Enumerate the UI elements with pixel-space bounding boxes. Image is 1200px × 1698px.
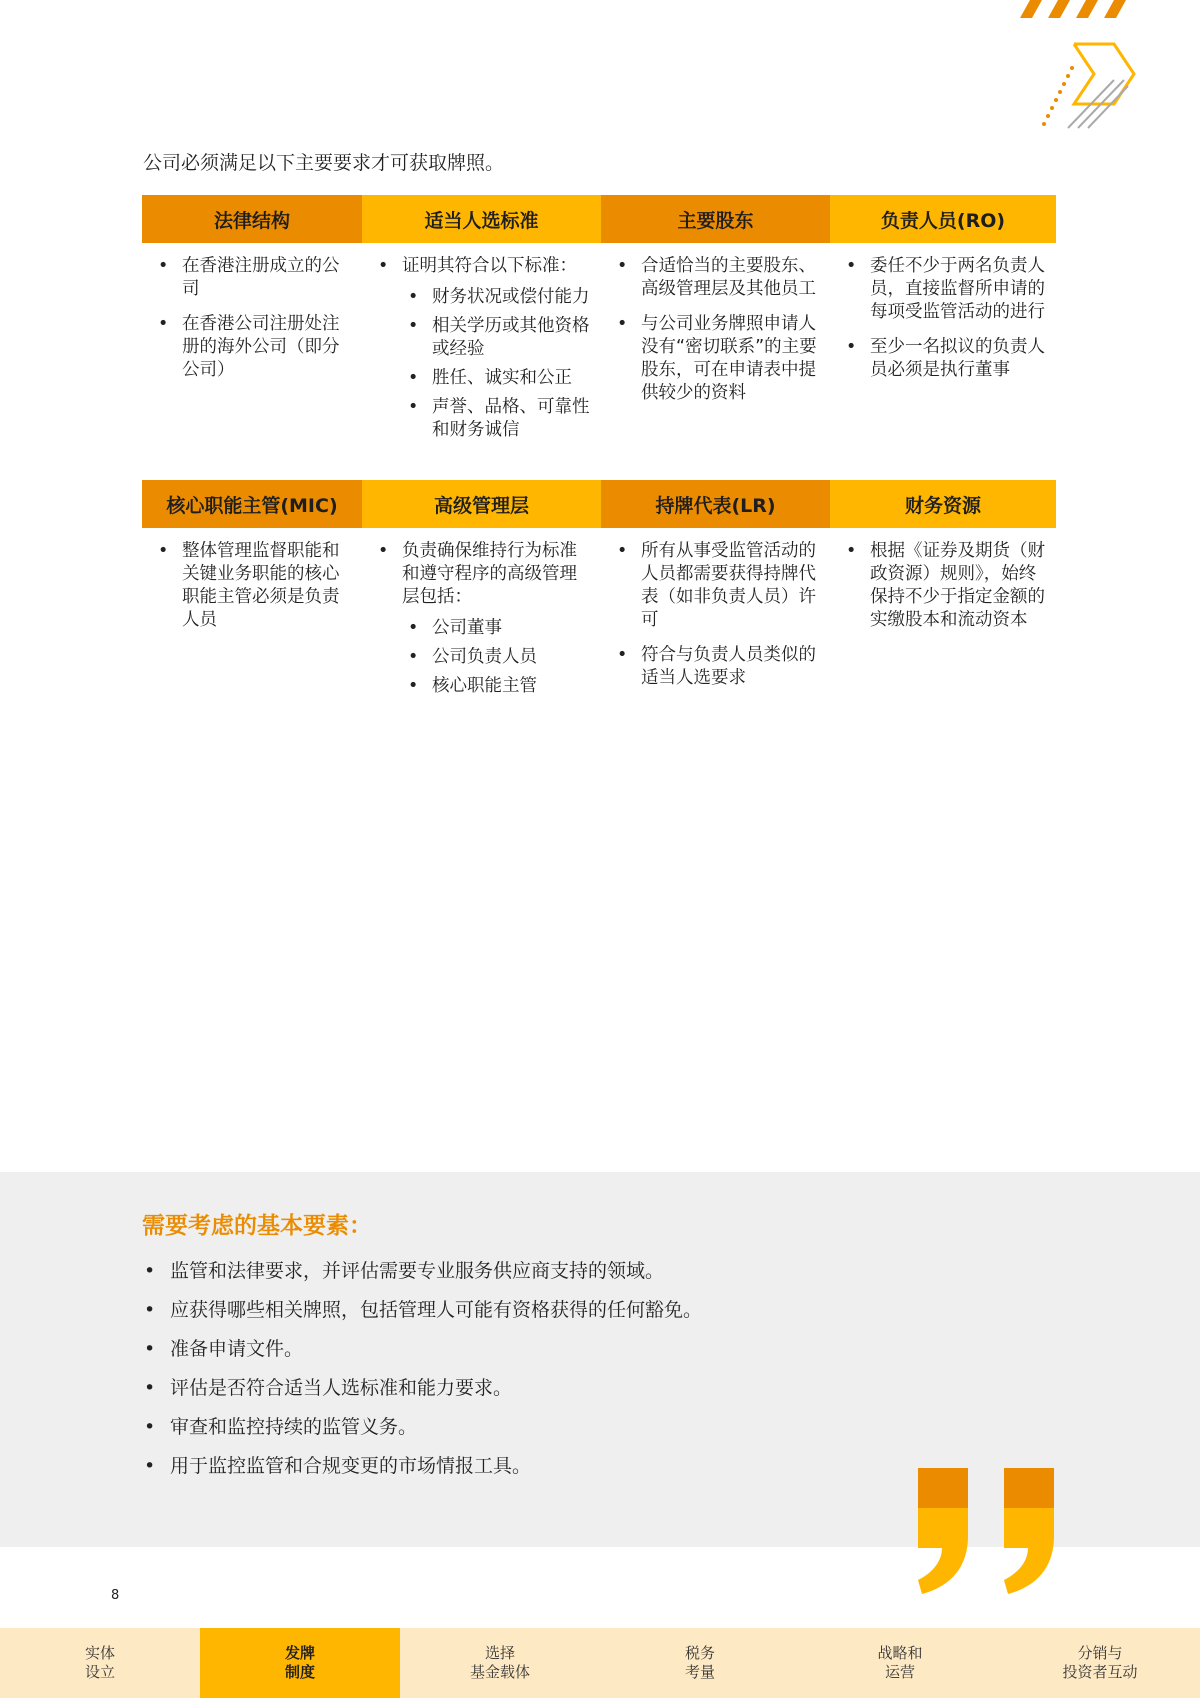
bullet-list <box>609 540 820 690</box>
section-navigation <box>0 1628 1200 1698</box>
key-elements-title: 需要考虑的基本要素： <box>142 1213 372 1239</box>
sub-bullet-item: • 胜任、诚实和公正 <box>402 367 591 390</box>
bullet-item <box>609 255 820 301</box>
bullet-text: 根据《证券及期货（财政资源）规则》，始终保持不少于指定金额的实缴股本和流动资本 <box>870 541 1045 630</box>
nav-tab[interactable] <box>1000 1628 1200 1698</box>
card-body <box>142 243 362 464</box>
nav-tab-label: 税务 考量 <box>684 1644 715 1681</box>
bullet-item <box>150 255 352 301</box>
bullet-list <box>150 255 352 382</box>
nav-tab-label: 实体 设立 <box>84 1644 115 1681</box>
card-header: 负责人员(RO) <box>830 195 1056 243</box>
sub-bullet-item: • 核心职能主管 <box>402 675 591 698</box>
card-header: 主要股东 <box>601 195 830 243</box>
key-element-item: • 准备申请文件。 <box>142 1336 702 1375</box>
bullet-item <box>609 644 820 690</box>
key-element-item: • 评估是否符合适当人选标准和能力要求。 <box>142 1375 702 1414</box>
quote-mark-icon <box>912 1468 1062 1598</box>
bullet-item <box>609 313 820 405</box>
nav-tab-label: 发牌 制度 <box>284 1644 315 1681</box>
bullet-text: 证明其符合以下标准： <box>402 256 577 276</box>
page-number: 8 <box>111 1588 120 1603</box>
bullet-item <box>838 336 1046 382</box>
nav-tab-label: 分销与 投资者互动 <box>1062 1644 1138 1681</box>
card-body <box>830 528 1056 720</box>
card-header: 核心职能主管(MIC) <box>142 480 362 528</box>
decorative-chevron-graphic <box>1010 0 1160 150</box>
sub-bullet-list <box>402 286 591 442</box>
key-element-item: • 监管和法律要求，并评估需要专业服务供应商支持的领域。 <box>142 1258 702 1297</box>
sub-bullet-item: • 相关学历或其他资格或经验 <box>402 315 591 361</box>
bullet-item <box>150 540 352 632</box>
requirements-grid-bottom <box>142 480 1056 720</box>
sub-bullet-item: • 声誉、品格、可靠性和财务诚信 <box>402 396 591 442</box>
sub-bullet-list <box>402 617 591 698</box>
nav-tab-label: 选择 基金载体 <box>469 1644 530 1681</box>
bullet-list <box>150 540 352 632</box>
intro-text: 公司必须满足以下主要要求才可获取牌照。 <box>143 152 505 174</box>
sub-bullet-item: • 财务状况或偿付能力 <box>402 286 591 309</box>
nav-tab[interactable] <box>0 1628 200 1698</box>
card-body <box>601 243 830 464</box>
nav-tab-label: 战略和 运营 <box>877 1644 923 1681</box>
bullet-item <box>370 255 591 442</box>
requirements-grid-top <box>142 195 1056 464</box>
bullet-text: 委任不少于两名负责人员，直接监督所申请的每项受监管活动的进行 <box>870 256 1045 322</box>
sub-bullet-item: • 公司董事 <box>402 617 591 640</box>
card-header: 财务资源 <box>830 480 1056 528</box>
bullet-text: 合适恰当的主要股东、高级管理层及其他员工 <box>641 256 816 299</box>
bullet-item <box>838 255 1046 324</box>
card-header: 法律结构 <box>142 195 362 243</box>
bullet-text: 符合与负责人员类似的适当人选要求 <box>641 645 816 688</box>
bullet-item <box>838 540 1046 632</box>
bullet-text: 负责确保维持行为标准和遵守程序的高级管理层包括： <box>402 541 577 607</box>
sub-bullet-item: • 公司负责人员 <box>402 646 591 669</box>
card-body <box>362 243 601 464</box>
card-body <box>362 528 601 720</box>
card-header: 适当人选标准 <box>362 195 601 243</box>
bullet-text: 在香港公司注册处注册的海外公司（即分公司） <box>182 314 340 380</box>
nav-tab[interactable] <box>400 1628 600 1698</box>
bullet-list <box>609 255 820 405</box>
bullet-list <box>838 540 1046 632</box>
key-element-item: • 用于监控监管和合规变更的市场情报工具。 <box>142 1453 702 1492</box>
nav-tab[interactable] <box>200 1628 400 1698</box>
bullet-text: 所有从事受监管活动的人员都需要获得持牌代表（如非负责人员）许可 <box>641 541 816 630</box>
bullet-item <box>150 313 352 382</box>
card-header: 持牌代表(LR) <box>601 480 830 528</box>
key-element-item: • 应获得哪些相关牌照，包括管理人可能有资格获得的任何豁免。 <box>142 1297 702 1336</box>
bullet-text: 整体管理监督职能和关键业务职能的核心职能主管必须是负责人员 <box>182 541 340 630</box>
bullet-text: 与公司业务牌照申请人没有“密切联系”的主要股东，可在申请表中提供较少的资料 <box>641 314 817 403</box>
nav-tab[interactable] <box>600 1628 800 1698</box>
key-elements-list <box>142 1258 702 1492</box>
bullet-item <box>609 540 820 632</box>
card-body <box>601 528 830 720</box>
bullet-list <box>370 255 591 442</box>
bullet-list <box>838 255 1046 382</box>
card-header: 高级管理层 <box>362 480 601 528</box>
bullet-text: 在香港注册成立的公司 <box>182 256 340 299</box>
card-body <box>830 243 1056 464</box>
nav-tab[interactable] <box>800 1628 1000 1698</box>
card-body <box>142 528 362 720</box>
bullet-list <box>370 540 591 698</box>
bullet-item <box>370 540 591 698</box>
bullet-text: 至少一名拟议的负责人员必须是执行董事 <box>870 337 1045 380</box>
key-element-item: • 审查和监控持续的监管义务。 <box>142 1414 702 1453</box>
